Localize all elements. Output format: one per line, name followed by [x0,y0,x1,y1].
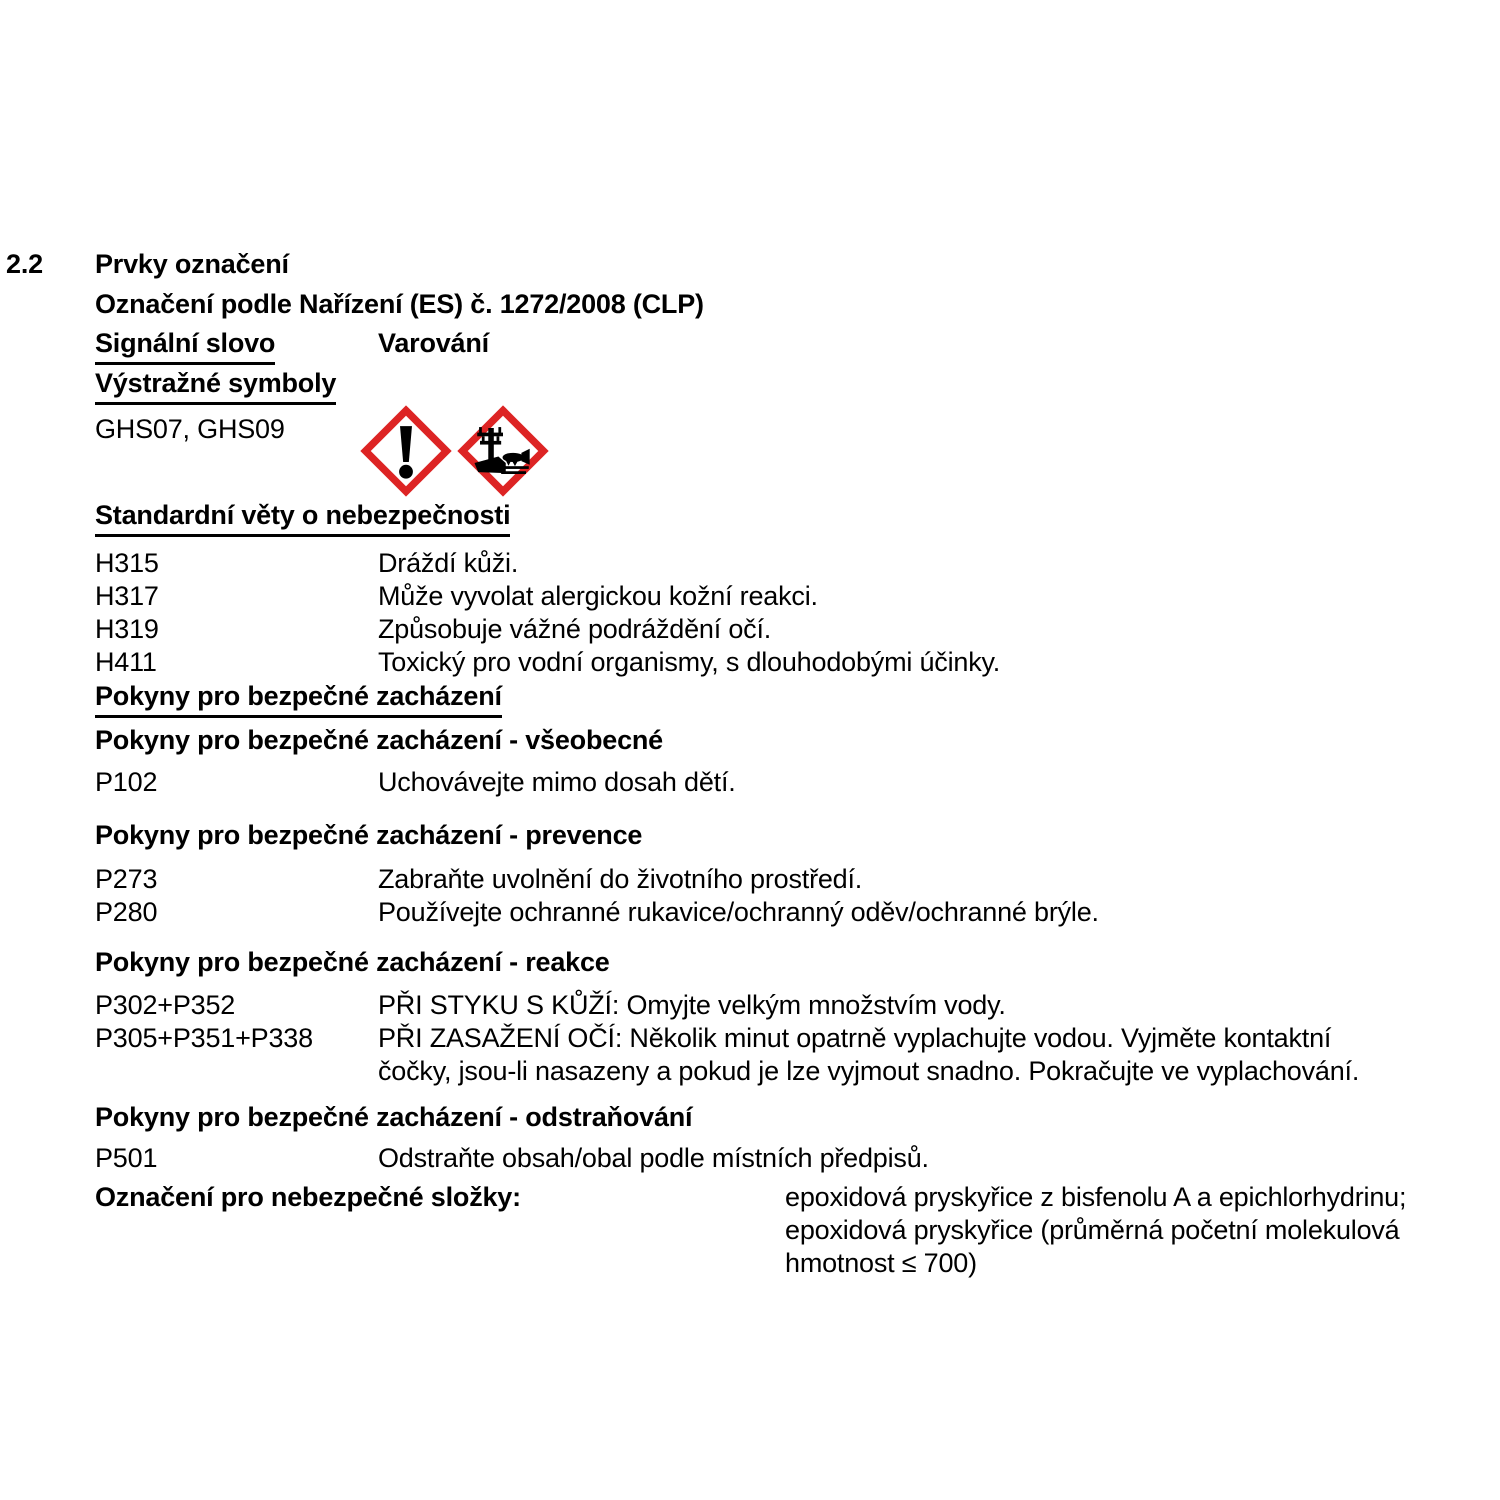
precaution-row [95,863,1460,896]
precaution-code: P305+P351+P338 [95,1023,313,1053]
ghs09-environment-icon [457,405,549,497]
precaution-group-heading: Pokyny pro bezpečné zacházení - odstraňování [95,1102,693,1132]
hazard-statements-heading-row [95,499,1460,537]
hazard-statements-heading: Standardní věty o nebezpečnosti [95,499,510,537]
precautionary-heading: Pokyny pro bezpečné zacházení [95,680,502,718]
section-number: 2.2 [6,249,43,279]
hazard-statement-row [95,580,1460,613]
hazard-code: H317 [95,581,159,611]
precaution-code: P273 [95,864,158,894]
pictogram-group [360,405,549,497]
precaution-group-heading-row [95,946,1460,979]
precaution-group-heading: Pokyny pro bezpečné zacházení - všeobecné [95,725,664,755]
precaution-row [95,1142,1460,1175]
precautionary-heading-row [95,680,1460,718]
precaution-group-heading-row [95,819,1460,852]
hazard-code: H315 [95,548,159,578]
precaution-group-heading-row [95,1101,1460,1134]
precaution-text: PŘI STYKU S KŮŽÍ: Omyjte velkým množstvím vody. [378,990,1006,1020]
ghs07-exclamation-icon [360,405,452,497]
precaution-row [95,766,1460,799]
hazardous-components-label: Označení pro nebezpečné složky: [95,1182,521,1212]
hazard-code: H411 [95,647,157,677]
precaution-row [95,896,1460,929]
precaution-text: Používejte ochranné rukavice/ochranný oděv/ochranné brýle. [378,897,1099,927]
warning-symbols-heading-row [95,367,1460,405]
pictogram-row [95,405,1460,497]
hazard-text: Toxický pro vodní organismy, s dlouhodobými účinky. [378,647,1001,677]
section-title: Prvky označení [95,249,289,279]
hazard-statement-row [95,547,1460,580]
precaution-text: Odstraňte obsah/obal podle místních předpisů. [378,1143,929,1173]
precaution-code: P280 [95,897,158,927]
signal-word-label: Signální slovo [95,327,275,365]
precaution-group-heading: Pokyny pro bezpečné zacházení - reakce [95,947,610,977]
warning-symbols-label: Výstražné symboly [95,367,336,405]
precaution-code: P302+P352 [95,990,236,1020]
hazardous-components-value: epoxidová pryskyřice z bisfenolu A a epichlorhydrinu; epoxidová pryskyřice (průměrná početní molekulová hmotnost ≤ 700) [785,1182,1407,1278]
precaution-text: PŘI ZASAŽENÍ OČÍ: Několik minut opatrně vyplachujte vodou. Vyjměte kontaktní čočky, jsou-li nasazeny a pokud je lze vyjmout snadno. Pokračujte ve vyplachování. [378,1023,1360,1086]
precaution-text: Uchovávejte mimo dosah dětí. [378,767,736,797]
signal-word-label-cell [95,327,378,365]
section-heading-row [6,248,1460,281]
ghs-codes: GHS07, GHS09 [95,414,285,444]
hazard-text: Může vyvolat alergickou kožní reakci. [378,581,818,611]
signal-word-row [95,327,1460,365]
hazard-statement-row [95,613,1460,646]
precaution-row [95,989,1460,1022]
precaution-row [95,1022,1460,1088]
clp-subtitle-row [95,288,1460,321]
precaution-code: P102 [95,767,158,797]
hazard-text: Způsobuje vážné podráždění očí. [378,614,772,644]
clp-subtitle: Označení podle Nařízení (ES) č. 1272/2008 (CLP) [95,289,704,319]
hazard-statement-row [95,646,1460,679]
precaution-text: Zabraňte uvolnění do životního prostředí. [378,864,863,894]
signal-word-value: Varování [378,328,489,358]
precaution-group-heading: Pokyny pro bezpečné zacházení - prevence [95,820,643,850]
hazard-text: Dráždí kůži. [378,548,519,578]
precaution-code: P501 [95,1143,158,1173]
hazardous-components-row [95,1181,1460,1280]
precaution-group-heading-row [95,724,1460,757]
hazard-code: H319 [95,614,159,644]
